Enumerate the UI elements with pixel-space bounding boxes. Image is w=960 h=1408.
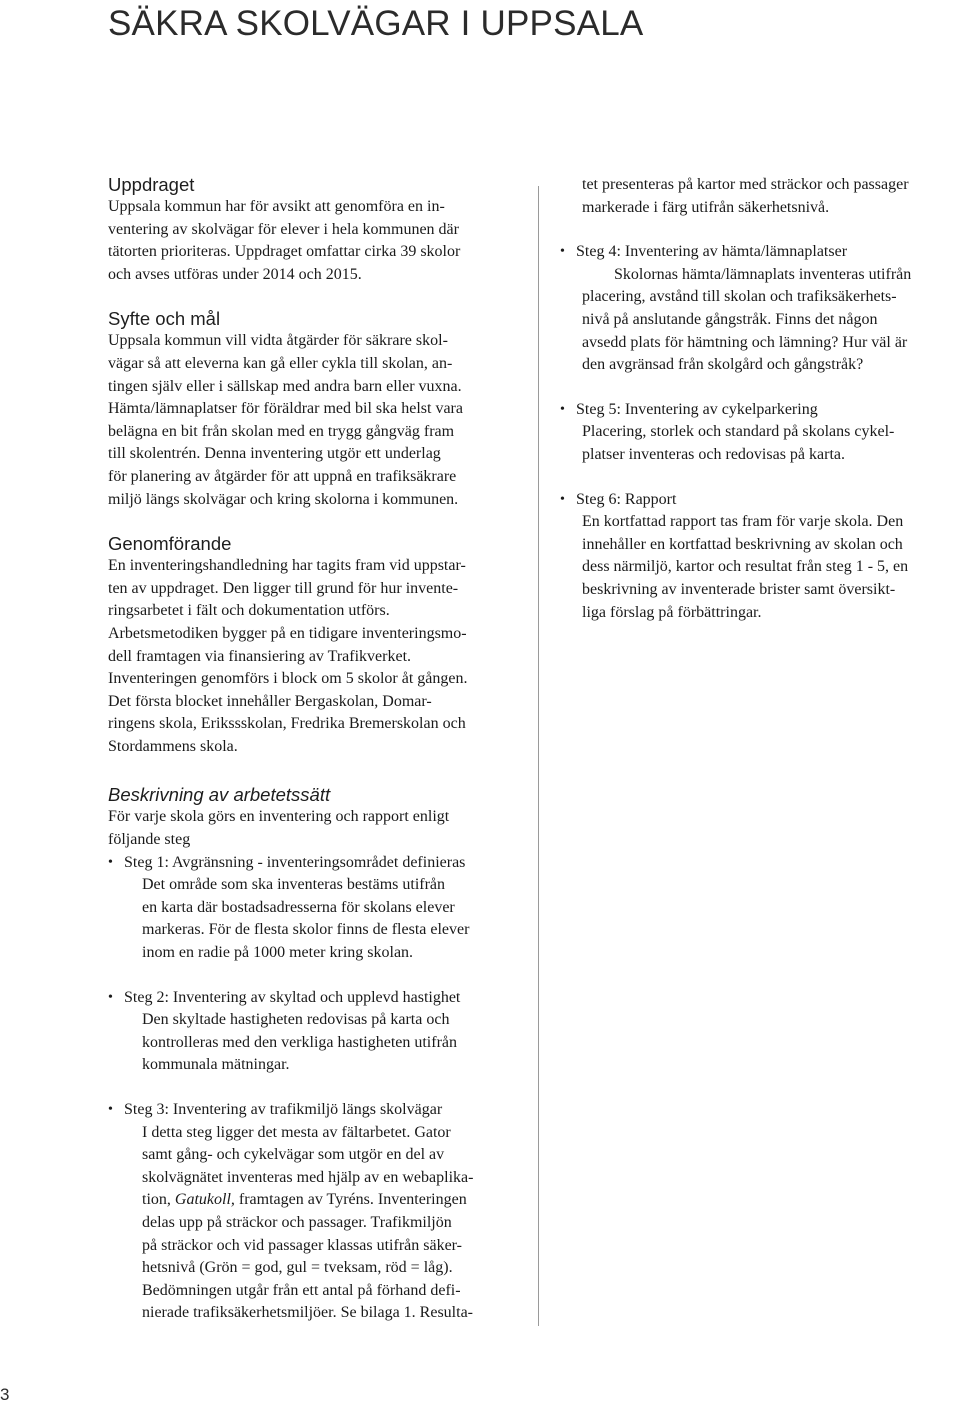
section-heading: Syfte och mål	[108, 308, 221, 330]
section-intro: För varje skola görs en inventering och rapport enligt följande steg	[108, 808, 450, 849]
page-number: 3	[0, 1385, 10, 1404]
step-body: I detta steg ligger det mesta av fältarbetet. Gator samt gång- och cykelvägar som utgör en del av skolvägnätet inventeras med hjälp av en webaplika- tion, Gatukoll, framtagen av Tyréns. Inventeringen delas upp på sträckor och passager. Trafikmiljön på sträckor och vid passager klassas utifrån säker- hetsnivå (Grön = god, gul = tveksam, röd = låg). Bedömningen utgår från ett antal på förhand defi- nierade trafiksäkerhetsmiljöer. Se bilaga 1. Resulta-	[142, 1123, 474, 1322]
italic-tool-name: Gatukoll,	[174, 1191, 235, 1209]
step-title: Steg 4: Inventering av hämta/lämnaplatser	[576, 243, 848, 261]
list-item-step-4	[560, 241, 960, 377]
bullet-icon: •	[108, 854, 113, 870]
section-syfte	[108, 308, 528, 511]
step-title: Steg 6: Rapport	[576, 490, 677, 508]
list-item-step-5	[560, 399, 960, 467]
step-title: Steg 5: Inventering av cykelparkering	[576, 400, 818, 418]
step-body: Den skyltade hastigheten redovisas på karta och kontrolleras med den verkliga hastigheten utifrån kommunala mätningar.	[142, 1011, 458, 1074]
list-item-step-3	[108, 1099, 528, 1325]
bullet-icon: •	[560, 244, 565, 260]
section-body: Uppsala kommun har för avsikt att genomföra en in- ventering av skolvägar för elever i hela kommunen där tätorten prioriteras. Uppdraget omfattar cirka 39 skolor och avses utföras under 2014 och 2015.	[108, 198, 461, 283]
step-3-continuation: tet presenteras på kartor med sträckor och passager markerade i färg utifrån säkerhetsnivå.	[582, 176, 909, 216]
right-column	[560, 174, 960, 624]
section-genomforande	[108, 533, 528, 758]
section-body: En inventeringshandledning har tagits fram vid uppstar- ten av uppdraget. Den ligger till grund för hur invente- ringsarbetet i fält och dokumentation utförs. Arbetsmetodiken bygger på en tidigare inventeringsmo- dell framtagen via finansiering av Trafikverket. Inventeringen genomförs i block om 5 skolor åt gången. Det första blocket innehåller Bergaskolan, Domar- ringens skola, Erikssskolan, Fredrika Bremerskolan och Stordammens skola.	[108, 557, 468, 755]
bullet-icon: •	[108, 1102, 113, 1117]
column-divider	[538, 186, 539, 1326]
page-title: SÄKRA SKOLVÄGAR I UPPSALA	[108, 4, 644, 43]
section-uppdraget	[108, 174, 528, 286]
section-body: Uppsala kommun vill vidta åtgärder för säkrare skol- vägar så att eleverna kan gå eller cykla till skolan, an- tingen själv eller i sällskap med andra barn eller vuxna. Hämta/lämnaplatser för föräldrar med bil ska helst vara belägna en bit från skolan med en trygg gångväg fram till skolentrén. Denna inventering utgör ett underlag för planering av åtgärder för att uppnå en trafiksäkrare miljö längs skolvägar och kring skolorna i kommunen.	[108, 332, 463, 508]
section-heading: Uppdraget	[108, 174, 195, 195]
step-body: Det område som ska inventeras bestäms utifrån en karta där bostadsadresserna för skolans elever markeras. För de flesta skolor finns de flesta elever inom en radie på 1000 meter kring skolan.	[142, 876, 470, 962]
step-title: Steg 3: Inventering av trafikmiljö längs skolvägar	[124, 1101, 443, 1118]
list-item-step-6	[560, 489, 960, 625]
list-item-step-2	[108, 987, 528, 1077]
step-body: Placering, storlek och standard på skolans cykel- platser inventeras och redovisas på karta.	[582, 423, 895, 463]
left-column	[108, 174, 528, 1325]
bullet-icon: •	[108, 989, 113, 1005]
step-title: Steg 1: Avgränsning - inventeringsområdet definieras	[124, 853, 466, 871]
section-heading: Beskrivning av arbetetssätt	[108, 784, 331, 806]
step-title: Steg 2: Inventering av skyltad och upplevd hastighet	[124, 988, 461, 1006]
step-body: Skolornas hämta/lämnaplats inventeras utifrån placering, avstånd till skolan och trafiksäkerhets- nivå på anslutande gångstråk. Finns det någon avsedd plats för hämtning och lämning? Hur väl är den avgränsad från skolgård och gångstråk?	[582, 265, 912, 374]
step-body: En kortfattad rapport tas fram för varje skola. Den innehåller en kortfattad beskrivning av skolan och dess närmiljö, kartor och resultat från steg 1 - 5, en beskrivning av inventerade brister samt översikt- liga förslag på förbättringar.	[582, 513, 909, 621]
bullet-icon: •	[560, 401, 565, 417]
section-beskrivning	[108, 784, 528, 1324]
section-heading: Genomförande	[108, 533, 232, 555]
list-item-step-1	[108, 852, 528, 965]
bullet-icon: •	[560, 491, 565, 507]
